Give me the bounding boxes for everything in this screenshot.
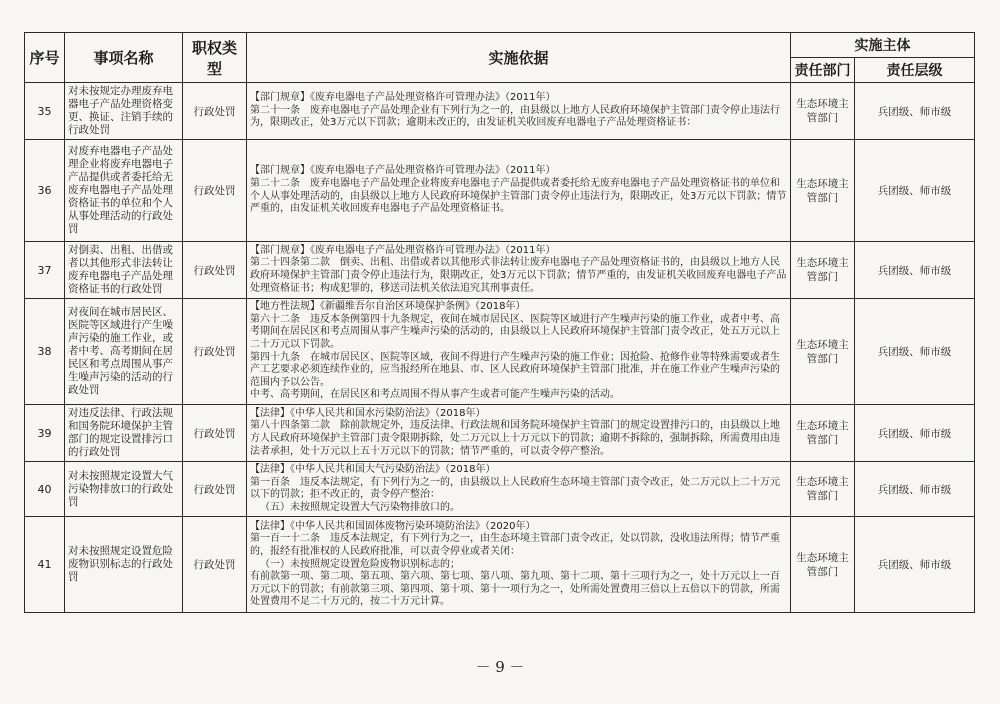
row-seq: 37 (25, 242, 65, 299)
row-responsible-dept: 生态环境主管部门 (791, 517, 855, 613)
row-seq: 35 (25, 83, 65, 140)
basis-paragraph: 【法律】《中华人民共和国大气污染防治法》（2018年） (250, 464, 496, 475)
row-responsible-dept: 生态环境主管部门 (791, 462, 855, 517)
basis-paragraph: 【部门规章】《废弃电器电子产品处理资格许可管理办法》（2011年） (250, 165, 556, 177)
basis-paragraph: 第六十二条 违反本条例第四十九条规定，夜间在城市居民区、医院等区域进行产生噪声污染的施工作业，或者中考、高考期间在居民区和考点周围从事产生噪声污染的活动的，由县级以上人民政府环境保护主管部门责令改正，处五万元以上二十万元以下罚款。 (250, 313, 780, 350)
row-responsible-level: 兵团级、师市级 (855, 517, 975, 613)
basis-paragraph: 【部门规章】《废弃电器电子产品处理资格许可管理办法》（2011年） (250, 92, 556, 104)
basis-paragraph: 第八十四条第二款 除前款规定外，违反法律、行政法规和国务院环境保护主管部门的规定设置排污口的，由县级以上地方人民政府环境保护主管部门责令限期拆除，处二万元以上十万元以下的罚款；逾期不拆除的，强制拆除，所需费用由违法者承担，处十万元以上五十万元以下的罚款；情节严重的，可以责令停产整治。 (250, 420, 780, 457)
basis-paragraph: 第二十四条第二款 倒卖、出租、出借或者以其他形式非法转让废弃电器电子产品处理资格证书的，由县级以上地方人民政府环境保护主管部门责令停止违法行为，限期改正，处3万元以下罚款；情节严重的，由发证机关收回废弃电器电子产品处理资格证书；构成犯罪的，移送司法机关依法追究其刑事责任。 (250, 257, 787, 294)
row-responsible-level: 兵团级、师市级 (855, 405, 975, 462)
header-dept: 责任部门 (791, 58, 855, 83)
table-row (25, 405, 975, 462)
basis-paragraph: 中考、高考期间，在居民区和考点周围不得从事产生或者可能产生噪声污染的活动。 (250, 389, 620, 401)
row-power-type: 行政处罚 (183, 517, 247, 613)
row-item-name: 对未按照规定设置危险废物识别标志的行政处罚 (65, 517, 183, 613)
row-responsible-level: 兵团级、师市级 (855, 242, 975, 299)
row-item-name: 对夜间在城市居民区、医院等区域进行产生噪声污染的施工作业，或者中考、高考期间在居民区和考点周围从事产生噪声污染的活动的行政处罚 (65, 299, 183, 405)
row-basis (247, 299, 791, 405)
table-row (25, 517, 975, 613)
row-item-name: 对倒卖、出租、出借或者以其他形式非法转让废弃电器电子产品处理资格证书的行政处罚 (65, 242, 183, 299)
basis-paragraph: （一）未按照规定设置危险废物识别标志的； (260, 558, 460, 570)
row-item-name: 对未按照规定设置大气污染物排放口的行政处罚 (65, 462, 183, 517)
basis-paragraph: 第二十一条 废弃电器电子产品处理企业有下列行为之一的，由县级以上地方人民政府环境保护主管部门责令停止违法行为，限期改正，处3万元以下罚款；逾期未改正的，由发证机关收回废弃电器电子产品处理资格证书： (250, 104, 780, 129)
row-responsible-dept: 生态环境主管部门 (791, 83, 855, 140)
row-power-type: 行政处罚 (183, 462, 247, 517)
row-responsible-level: 兵团级、师市级 (855, 140, 975, 242)
row-seq: 40 (25, 462, 65, 517)
row-responsible-level: 兵团级、师市级 (855, 462, 975, 517)
table-row (25, 140, 975, 242)
header-basis: 实施依据 (247, 33, 791, 83)
basis-paragraph: 【地方性法规】《新疆维吾尔自治区环境保护条例》（2018年） (250, 301, 526, 313)
basis-paragraph: 【部门规章】《废弃电器电子产品处理资格许可管理办法》（2011年） (250, 244, 556, 256)
row-responsible-dept: 生态环境主管部门 (791, 140, 855, 242)
basis-paragraph: 第二十二条 废弃电器电子产品处理企业将废弃电器电子产品提供或者委托给无废弃电器电子产品处理资格证书的单位和个人从事处理活动的，由县级以上地方人民政府环境保护主管部门责令停止违法行为，限期改正，处3万元以下罚款；情节严重的，由发证机关收回废弃电器电子产品处理资格证书。 (250, 177, 787, 215)
table-body (25, 83, 975, 613)
row-power-type: 行政处罚 (183, 83, 247, 140)
table-row (25, 462, 975, 517)
page-number: － 9 － (475, 658, 525, 676)
header-level: 责任层级 (855, 58, 975, 83)
basis-paragraph: 第四十九条 在城市居民区、医院等区域，夜间不得进行产生噪声污染的施工作业；因抢险、抢修作业等特殊需要或者生产工艺要求必须连续作业的，应当报经所在地县、市、区人民政府环境保护主管部门批准，并在施工作业产生噪声污染的范围内予以公告。 (250, 351, 780, 388)
row-power-type: 行政处罚 (183, 299, 247, 405)
header-subject: 实施主体 (791, 33, 975, 58)
row-seq: 38 (25, 299, 65, 405)
table-row (25, 242, 975, 299)
row-seq: 36 (25, 140, 65, 242)
row-item-name: 对废弃电器电子产品处理企业将废弃电器电子产品提供或者委托给无废弃电器电子产品处理资格证书的单位和个人从事处理活动的行政处罚 (65, 140, 183, 242)
header-seq: 序号 (25, 33, 65, 83)
header-name: 事项名称 (65, 33, 183, 83)
row-item-name: 对违反法律、行政法规和国务院环境保护主管部门的规定设置排污口的行政处罚 (65, 405, 183, 462)
row-responsible-level: 兵团级、师市级 (855, 299, 975, 405)
row-power-type: 行政处罚 (183, 405, 247, 462)
row-basis (247, 242, 791, 299)
row-power-type: 行政处罚 (183, 140, 247, 242)
row-power-type: 行政处罚 (183, 242, 247, 299)
row-seq: 41 (25, 517, 65, 613)
row-responsible-dept: 生态环境主管部门 (791, 242, 855, 299)
row-basis (247, 405, 791, 462)
row-responsible-level: 兵团级、师市级 (855, 83, 975, 140)
row-basis (247, 462, 791, 517)
basis-paragraph: 有前款第一项、第二项、第五项、第六项、第七项、第八项、第九项、第十二项、第十三项行为之一，处十万元以上一百万元以下的罚款；有前款第三项、第四项、第十项、第十一项行为之一，处所需处置费用三倍以上五倍以下的罚款，所需处置费用不足二十万元的，按二十万元计算。 (250, 571, 780, 608)
row-basis (247, 517, 791, 613)
basis-paragraph: 【法律】《中华人民共和国水污染防治法》（2018年） (250, 407, 486, 419)
row-basis (247, 140, 791, 242)
row-seq: 39 (25, 405, 65, 462)
basis-paragraph: （五）未按照规定设置大气污染物排放口的。 (260, 501, 460, 513)
table-row (25, 299, 975, 405)
basis-paragraph: 【法律】《中华人民共和国固体废物污染环境防治法》（2020年） (250, 520, 536, 532)
row-item-name: 对未按规定办理废弃电器电子产品处理资格变更、换证、注销手续的行政处罚 (65, 83, 183, 140)
row-basis (247, 83, 791, 140)
basis-paragraph: 第一百条 违反本法规定，有下列行为之一的，由县级以上人民政府生态环境主管部门责令改正，处二万元以上二十万元以下的罚款；拒不改正的，责令停产整治： (250, 476, 780, 501)
table-row (25, 83, 975, 140)
row-responsible-dept: 生态环境主管部门 (791, 299, 855, 405)
header-type: 职权类型 (183, 33, 247, 83)
power-list-table (24, 32, 975, 613)
basis-paragraph: 第一百一十二条 违反本法规定，有下列行为之一，由生态环境主管部门责令改正，处以罚款，没收违法所得；情节严重的，报经有批准权的人民政府批准，可以责令停业或者关闭： (250, 533, 780, 557)
row-responsible-dept: 生态环境主管部门 (791, 405, 855, 462)
